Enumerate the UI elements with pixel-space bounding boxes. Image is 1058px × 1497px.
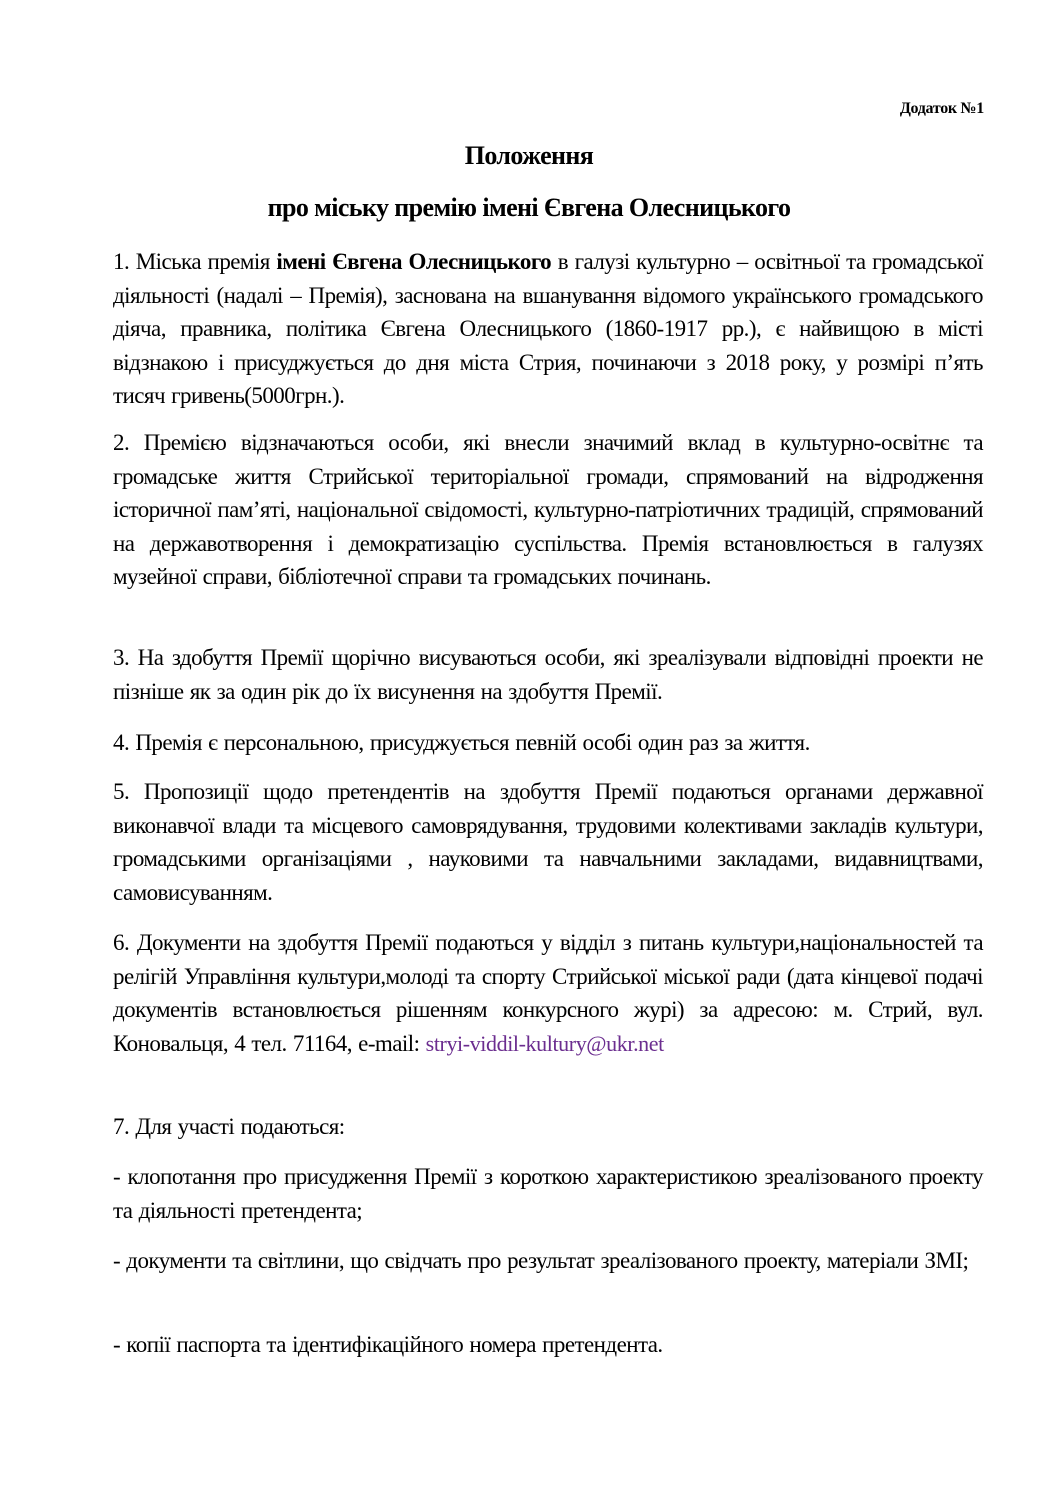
- document-title: Положення: [464, 141, 594, 170]
- document-subtitle: про міську премію імені Євгена Олесницького: [267, 193, 791, 222]
- section-1-text: в галузі культурно – освітньої та громадської діяльності (надалі – Премія), заснована на вшанування відомого українського громадського діяча, правника, політика Євгена Олесницького (1860-1917 рр.), є найвищою в місті відзнакою і присуджується до дня міста Стрия, починаючи з 2018 року, у розмірі п’ять тисяч гривень(5000грн.).: [113, 249, 983, 408]
- section-4: 4. Премія є персональною, присуджується певній особі один раз за життя.: [113, 730, 810, 755]
- section-1: [113, 245, 983, 413]
- section-6: [113, 926, 983, 1060]
- section-1-prefix: 1. Міська премія: [113, 249, 277, 274]
- email-link[interactable]: stryi-viddil-kultury@ukr.net: [425, 1030, 664, 1056]
- section-1-bold-name: імені Євгена Олесницького: [276, 249, 552, 274]
- section-6-text: 6. Документи на здобуття Премії подаються у відділ з питань культури,національностей та релігій Управління культури,молоді та спорту Стрийської міської ради (дата кінцевої подачі документів встановлюється рішенням конкурсного журі) за адресою: м. Стрий, вул. Коновальця, 4 тел. 71164, e-mail:: [113, 930, 983, 1056]
- section-3: 3. На здобуття Премії щорічно висуваються особи, які зреалізували відповідні проекти не пізніше як за один рік до їх висунення на здобуття Премії.: [113, 645, 983, 704]
- list-item: - документи та світлини, що свідчать про результат зреалізованого проекту, матеріали ЗМІ;: [113, 1248, 969, 1273]
- section-2: 2. Премією відзначаються особи, які внесли значимий вклад в культурно-освітнє та громадське життя Стрийської територіальної громади, спрямований на відродження історичної пам’яті, національної свідомості, культурно-патріотичних традицій, спрямований на державотворення і демократизацію суспільства. Премія встановлюється в галузях музейної справи, бібліотечної справи та громадських починань.: [113, 430, 983, 589]
- section-7-heading: 7. Для участі подаються:: [113, 1114, 345, 1139]
- list-item: - клопотання про присудження Премії з короткою характеристикою зреалізованого проекту та діяльності претендента;: [113, 1164, 983, 1223]
- section-5: 5. Пропозиції щодо претендентів на здобуття Премії подаються органами державної виконавчої влади та місцевого самоврядування, трудовими колективами закладів культури, громадськими організаціями , науковими та навчальними закладами, видавництвами, самовисуванням.: [113, 779, 983, 905]
- list-item: - копії паспорта та ідентифікаційного номера претендента.: [113, 1332, 663, 1357]
- annex-label: Додаток №1: [899, 100, 984, 117]
